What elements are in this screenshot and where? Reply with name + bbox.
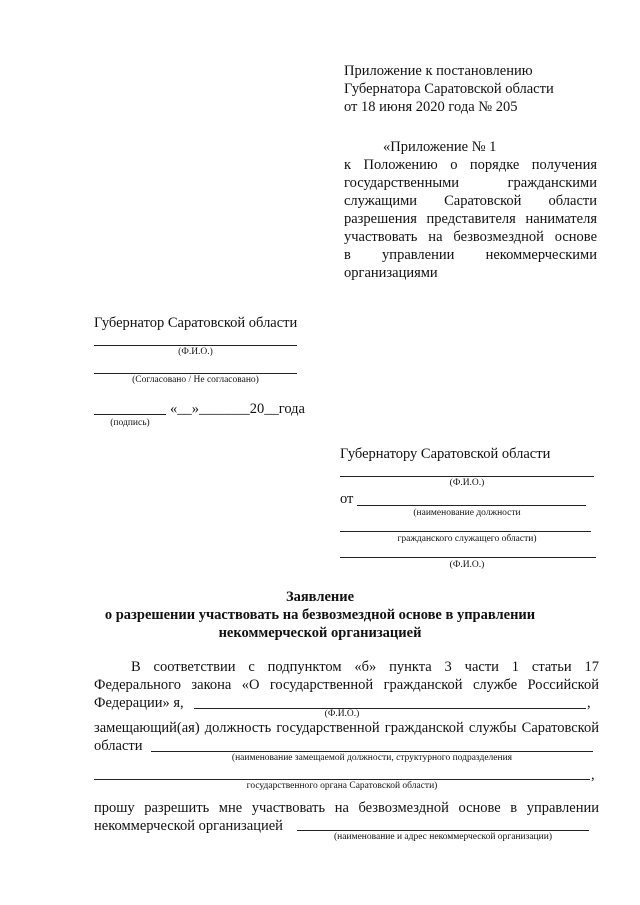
appendix-ref-line: к Положению о порядке получения [344,157,597,173]
approval-title: Губернатор Саратовской области [94,315,298,331]
body-p3-line1: прошу разрешить мне участвовать на безвозмездной основе в управлении [94,800,599,816]
organization-line [297,830,589,831]
body-p2-line1: замещающий(ая) должность государственной гражданской службы Саратовской [94,720,599,736]
position-line [151,751,593,752]
position-caption: (наименование замещаемой должности, структурного подразделения [231,753,513,763]
appendix-ref-line: служащими Саратовской области [344,193,597,209]
position-caption: (наименование должности [413,508,521,518]
appendix-header-line3: от 18 июня 2020 года № 205 [344,99,518,115]
appendix-ref-last-line: организациями [344,265,438,281]
body-p2-line2: области [94,738,143,754]
comma: , [587,695,591,711]
body-p1-line1: В соответствии с подпунктом «б» пункта 3 части 1 статьи 17 [131,659,599,675]
addressee-fio-line [340,476,594,477]
organ-caption: государственного органа Саратовской области) [246,781,438,791]
approval-date: «__»_______20__года [170,401,305,417]
appendix-ref-line: государственными гражданскими [344,175,597,191]
signature-caption: (подпись) [110,418,150,428]
appendix-header-line1: Приложение к постановлению [344,63,533,79]
body-p1-line3: Федерации» я, [94,695,184,711]
addressee-to: Губернатору Саратовской области [340,446,551,462]
body-p3-line2: некоммерческой организацией [94,818,283,834]
signature-line [94,414,166,415]
appendix-ref-line: в управлении некоммерческими [344,247,597,263]
addressee-fio2-caption: (Ф.И.О.) [449,560,485,570]
applicant-fio-caption: (Ф.И.О.) [324,709,360,719]
addressee-fio-caption: (Ф.И.О.) [449,478,485,488]
addressee-fio2-line [340,557,596,558]
document-subtitle-line1: о разрешении участвовать на безвозмездной основе в управлении [104,607,536,623]
document-subtitle-line2: некоммерческой организацией [218,625,422,641]
agreed-line [94,373,297,374]
document-title: Заявление [285,589,355,605]
agreed-caption: (Согласовано / Не согласовано) [132,375,259,385]
from-label: от [340,491,354,507]
appendix-ref-line: разрешения представителя нанимателя [344,211,597,227]
organ-line [94,779,590,780]
fio-line [94,345,297,346]
position-line [340,531,591,532]
organization-caption: (наименование и адрес некоммерческой организации) [334,832,552,842]
comma: , [591,767,595,783]
appendix-number: «Приложение № 1 [383,139,497,155]
appendix-header-line2: Губернатора Саратовской области [344,81,554,97]
body-p1-line2: Федерального закона «О государственной гражданской службе Российской [94,677,599,693]
fio-caption: (Ф.И.О.) [178,347,213,357]
appendix-ref-line: участвовать на безвозмездной основе [344,229,597,245]
servant-caption: гражданского служащего области) [397,534,537,544]
from-line [357,505,586,506]
